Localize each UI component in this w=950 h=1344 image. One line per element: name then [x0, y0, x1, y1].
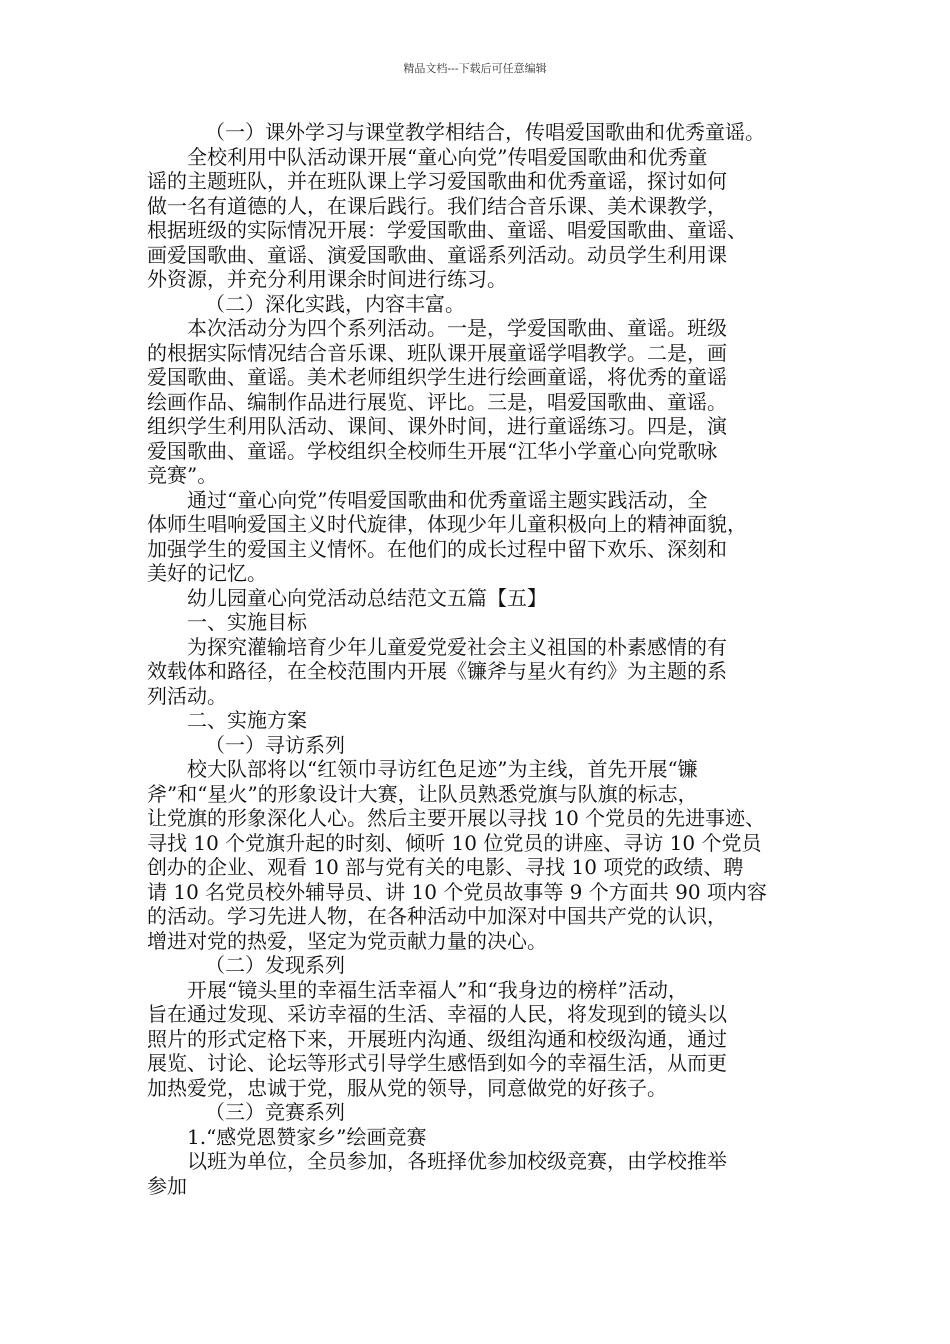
text-line: 幼儿园童心向党活动总结范文五篇【五】	[187, 585, 547, 610]
page-header: 精品文档---下载后可任意编辑	[403, 62, 547, 75]
document-body	[147, 120, 819, 1198]
text-line: 增进对党的热爱，坚定为党贡献力量的决心。	[147, 928, 547, 953]
text-line: （二）深化实践，内容丰富。	[205, 291, 465, 316]
text-line: 一、实施目标	[187, 610, 307, 634]
text-line: 展览、讨论、论坛等形式引导学生感悟到如今的幸福生活，从而更	[147, 1051, 727, 1075]
text-line: 根据班级的实际情况开展：学爱国歌曲、童谣、唱爱国歌曲、童谣、	[147, 218, 747, 242]
text-line: 美好的记忆。	[147, 561, 267, 585]
text-line: 通过“童心向党”传唱爱国歌曲和优秀童谣主题实践活动，全	[187, 487, 708, 512]
text-line: 本次活动分为四个系列活动。一是，学爱国歌曲、童谣。班级	[187, 316, 727, 340]
text-line: 创办的企业、观看 10 部与党有关的电影、寻找 10 项党的政绩、聘	[147, 855, 744, 879]
text-line: 全校利用中队活动课开展“童心向党”传唱爱国歌曲和优秀童	[187, 144, 708, 169]
text-line: 组织学生利用队活动、课间、课外时间，进行童谣练习。四是，演	[147, 414, 727, 438]
text-line: 斧”和“星火”的形象设计大赛，让队员熟悉党旗与队旗的标志，	[147, 781, 698, 806]
text-line: 效载体和路径，在全校范围内开展《镰斧与星火有约》为主题的系	[147, 659, 727, 683]
text-line: 列活动。	[147, 683, 227, 708]
text-line: 校大队部将以“红领巾寻访红色足迹”为主线，首先开展“镰	[187, 757, 698, 781]
text-line: （一）课外学习与课堂教学相结合，传唱爱国歌曲和优秀童谣。	[205, 120, 765, 144]
text-line: 让党旗的形象深化人心。然后主要开展以寻找 10 个党员的先进事迹、	[147, 806, 766, 830]
text-line: 请 10 名党员校外辅导员、讲 10 个党员故事等 9 个方面共 90 项内容	[147, 879, 767, 904]
text-line: 竞赛”。	[147, 463, 218, 487]
text-line: 以班为单位，全员参加，各班择优参加校级竞赛，由学校推举	[187, 1149, 727, 1173]
text-line: 谣的主题班队，并在班队课上学习爱国歌曲和优秀童谣，探讨如何	[147, 169, 727, 193]
text-line: 绘画作品、编制作品进行展览、评比。三是，唱爱国歌曲、童谣。	[147, 389, 727, 414]
text-line: 外资源，并充分利用课余时间进行练习。	[147, 267, 507, 291]
text-line: 寻找 10 个党旗升起的时刻、倾听 10 位党员的讲座、寻访 10 个党员	[147, 830, 762, 855]
text-line: 开展“镜头里的幸福生活幸福人”和“我身边的榜样”活动，	[187, 977, 688, 1002]
text-line: 画爱国歌曲、童谣、演爱国歌曲、童谣系列活动。动员学生利用课	[147, 242, 727, 267]
text-line: 二、实施方案	[187, 708, 307, 732]
text-line: （三）竞赛系列	[205, 1100, 345, 1124]
text-line: 做一名有道德的人，在课后践行。我们结合音乐课、美术课教学，	[147, 193, 727, 218]
text-line: 爱国歌曲、童谣。学校组织全校师生开展“江华小学童心向党歌咏	[147, 438, 718, 463]
text-line: （一）寻访系列	[205, 732, 345, 757]
text-line: 的活动。学习先进人物，在各种活动中加深对中国共产党的认识，	[147, 904, 727, 928]
text-line: 爱国歌曲、童谣。美术老师组织学生进行绘画童谣，将优秀的童谣	[147, 365, 727, 389]
text-line: 照片的形式定格下来，开展班内沟通、级组沟通和校级沟通，通过	[147, 1026, 727, 1051]
text-line: 加热爱党，忠诚于党，服从党的领导，同意做党的好孩子。	[147, 1075, 667, 1100]
text-line: 1.“感党恩赞家乡”绘画竞赛	[187, 1124, 427, 1149]
text-line: 的根据实际情况结合音乐课、班队课开展童谣学唱教学。二是，画	[147, 340, 727, 365]
text-line: 体师生唱响爱国主义时代旋律，体现少年儿童积极向上的精神面貌，	[147, 512, 747, 536]
text-line: 旨在通过发现、采访幸福的生活、幸福的人民，将发现到的镜头以	[147, 1002, 727, 1026]
text-line: 为探究灌输培育少年儿童爱党爱社会主义祖国的朴素感情的有	[187, 634, 727, 659]
text-line: （二）发现系列	[205, 953, 345, 977]
text-line: 加强学生的爱国主义情怀。在他们的成长过程中留下欢乐、深刻和	[147, 536, 727, 561]
text-line: 参加	[147, 1173, 187, 1198]
